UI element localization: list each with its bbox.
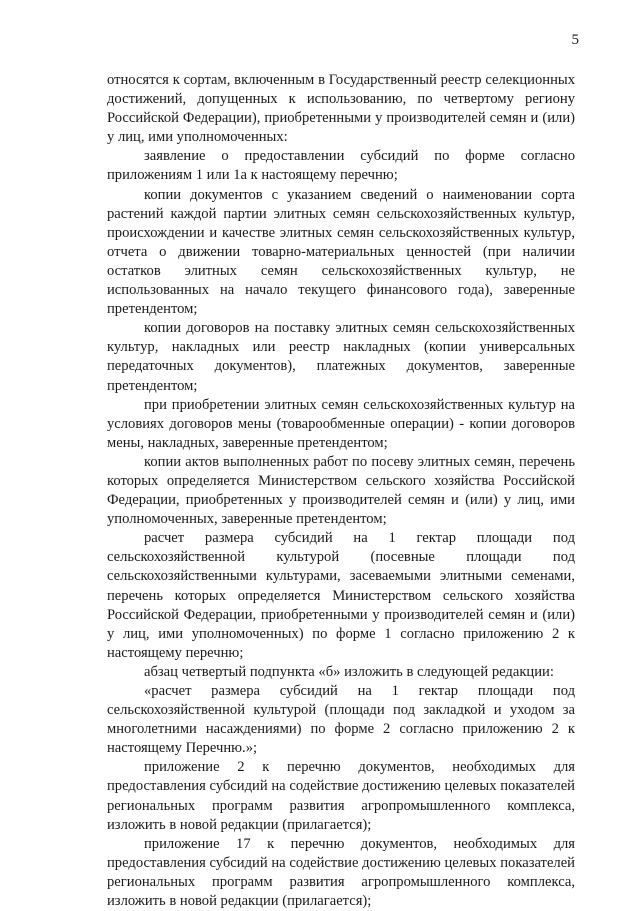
paragraph-application-form: заявление о предоставлении субсидий по форме согласно приложениям 1 или 1а к настоящему перечню; [107,148,575,184]
paragraph-barter-contracts: при приобретении элитных семян сельскохозяйственных культур на условиях договоров мены (товарообменные операции) - копии договоров мены, накладных, заверенные претендентом; [107,396,575,451]
document-body [107,71,575,911]
page-number: 5 [571,32,579,48]
paragraph-continuation: относятся к сортам, включенным в Государственный реестр селекционных достижений, допущенных к использованию, по четвертому региону Российской Федерации), приобретенными у производителей семян и (или) у лиц, ими уполномоченных: [107,72,575,146]
paragraph-supply-contracts: копии договоров на поставку элитных семян сельскохозяйственных культур, накладных или реестр накладных (копии универсальных передаточных документов), платежных документов, заверенные претендентом; [107,320,575,394]
paragraph-subsidy-calculation-form-1: расчет размера субсидий на 1 гектар площади под сельскохозяйственной культурой (посевные площади под сельскохозяйственными культурами, засеваемыми элитными семенами, перечень которых определяется Министерством сельского хозяйства Российской Федерации, приобретенными у производителей семян и (или) у лиц, ими уполномоченных) по форме 1 согласно приложению 2 к настоящему перечню; [107,530,575,661]
paragraph-variety-documents: копии документов с указанием сведений о наименовании сорта растений каждой партии элитных семян сельскохозяйственных культур, происхождении и качестве элитных семян сельскохозяйственных культур, отчета о движении товарно-материальных ценностей (при наличии остатков элитных семян сельскохозяйственных культур, не использованных на начало текущего финансового года), заверенные претендентом; [107,186,575,318]
paragraph-appendix-17: приложение 17 к перечню документов, необходимых для предоставления субсидий на содействие достижению целевых показателей региональных программ развития агропромышленного комплекса, изложить в новой редакции (прилагается); [107,835,575,910]
paragraph-subsidy-calculation-form-2: «расчет размера субсидий на 1 гектар площади под сельскохозяйственной культурой (площади под закладкой и уходом за многолетними насаждениями) по форме 2 согласно приложению 2 к настоящему Перечню.»; [107,683,575,757]
paragraph-appendix-2: приложение 2 к перечню документов, необходимых для предоставления субсидий на содействие достижению целевых показателей региональных программ развития агропромышленного комплекса, изложить в новой редакции (прилагается); [107,759,575,833]
paragraph-sowing-acts: копии актов выполненных работ по посеву элитных семян, перечень которых определяется Министерством сельского хозяйства Российской Федерации, приобретенных у производителей семян и (или) у лиц, ими уполномоченных, заверенные претендентом; [107,453,575,528]
paragraph-amendment-intro: абзац четвертый подпункта «б» изложить в следующей редакции: [144,663,554,680]
